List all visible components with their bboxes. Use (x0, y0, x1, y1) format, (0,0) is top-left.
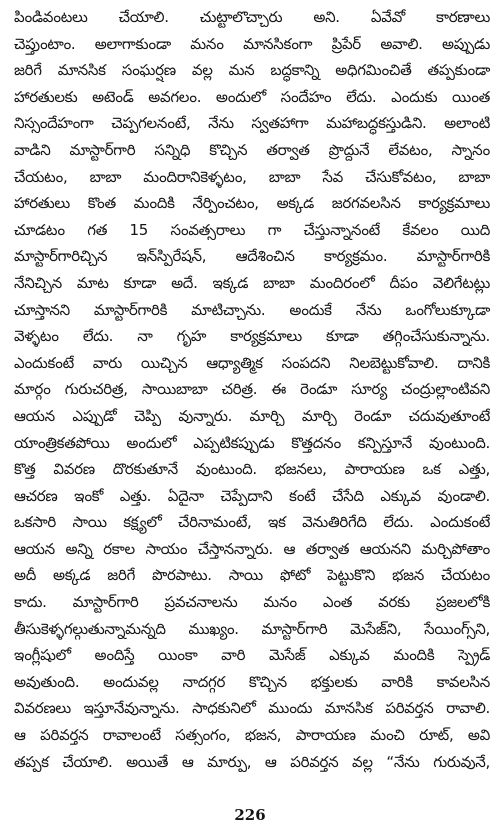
text-line: తప్పక చేయాలి. అయితే ఆ మార్పు, ఆ పరివర్తన వల్ల “నేను గురువునే, (14, 752, 490, 771)
text-line: ఆయన ఎప్పుడో చెప్పి వున్నారు. మార్చి మార్చి రెండూ చదువుతూంటే (14, 406, 490, 425)
text-line: హారతులకు అటెండ్ అవగలం. అందులో సందేహం లేదు. ఎందుకు యింత (14, 87, 490, 106)
text-line: అదీ అక్కడ జరిగే పొరపాటు. సాయి ఫోటో పెట్టుకొని భజన చేయటం (14, 566, 490, 585)
text-line: పిండివంటలు చేయాలి. చుట్టాలొచ్చారు అని. ఏవేవో కారణాలు (14, 8, 490, 26)
text-line: వివరణలు ఇస్తూనేవున్నాను. సాధకునిలో ముందు మానసిక పరివర్తన రావాలి. (14, 699, 490, 718)
text-line: వాడిని మాస్టార్‌గారి సన్నిధి కొచ్చిన తర్వాత ప్రొద్దునే లేవటం, స్నానం (14, 140, 490, 159)
text-line: కాదు. మాస్టార్‌గారి ప్రవచనాలను మనం ఎంత వరకు ప్రజలలోకి (14, 593, 490, 612)
text-line: నిస్సందేహంగా చెప్పగలనంటే, నేను స్వతహాగా మహాబద్ధకస్తుడిని. అలాంటి (14, 114, 490, 133)
text-line: చెప్తుంటాం. అలాగాకుండా మనం మానసికంగా ప్రిపేర్ అవాలి. అప్పుడు (14, 34, 490, 53)
text-line: మాస్టార్‌గారిచ్చిన ఇన్‌స్పిరేషన్, ఆదేశించిన కార్యక్రమం. మాస్టార్‌గారికి (14, 247, 490, 266)
page-number: 226 (234, 806, 266, 824)
text-line: చూస్తానని మాస్టార్‌గారికి మాటిచ్చాను. అందుకే నేను ఒంగోలుక్కూడా (14, 300, 490, 319)
text-line: చూడటం గత 15 సంవత్సరాలు గా చేస్తున్నానంటే కేవలం యిది (14, 220, 490, 239)
text-line: నేనిచ్చిన మాట కూడా అదే. ఇక్కడ బాబా మందిరంలో దీపం వెలిగేటట్లు (14, 273, 490, 292)
text-line: చేయటం, బాబా మందిరానికెళ్ళటం, బాబా సేవ చేసుకోవటం, బాబా (14, 167, 490, 186)
text-line: వెళ్ళటం లేదు. నా గృహ కార్యక్రమాలు కూడా తగ్గించేసుకున్నాను. (14, 327, 490, 346)
text-line: ఆయన అన్ని రకాల సాయం చేస్తానన్నారు. ఆ తర్వాత ఆయనని మర్చిపోతాం (14, 539, 490, 558)
text-line: హారతులు కొంత మందికి నేర్పించటం, అక్కడ జరగవలసిన కార్యక్రమాలు (14, 194, 490, 213)
text-line: అవుతుంది. అందువల్ల నాదగ్గర కొచ్చిన భక్తులకు వారికి కావలసిన (14, 672, 490, 691)
text-line: కొత్త వివరణ దొరకుతూనే వుంటుంది. భజనలు, పారాయణ ఒక ఎత్తు, (14, 460, 490, 479)
text-line: తీసుకెళ్ళగల్గుతున్నామన్నది ముఖ్యం. మాస్టార్‌గారి మెసేజ్‌ని, సేయింగ్స్‌ని, (14, 619, 490, 638)
page-body (14, 4, 490, 804)
text-line: ఎందుకంటే వారు యిచ్చిన ఆధ్యాత్మిక సంపదని నిలబెట్టుకోవాలి. దానికి (14, 353, 490, 372)
text-line: మార్గం గురుచరిత్ర, సాయిబాబా చరిత్ర. ఈ రెండూ సూర్య చంద్రుల్లాంటివని (14, 380, 490, 399)
text-line: ఆ పరివర్తన రావాలంటే సత్సంగం, భజన, పారాయణ మంచి రూట్, అవి (14, 726, 490, 745)
text-line: ఇంగ్లీషులో అందిస్తే యింకా వారి మెసేజ్ ఎక్కువ మందికి స్ప్రెడ్ (14, 646, 490, 665)
text-line: ఒకసారి సాయి కక్ష్యలో చేరినామంటే, ఇక వెనుతిరిగేది లేదు. ఎందుకంటే (14, 513, 490, 532)
text-line: జరిగే మానసిక సంఘర్షణ వల్ల మన బద్ధకాన్ని అధిగమించితే తప్పకుండా (14, 61, 490, 80)
text-line: యాంత్రికతపోయి అందులో ఎప్పటికప్పుడు కొత్తదనం కన్పిస్తూనే వుంటుంది. (14, 433, 490, 452)
text-line: ఆచరణ ఇంకో ఎత్తు. ఏదైనా చెప్పేదాని కంటే చేసేది ఎక్కువ వుండాలి. (14, 486, 490, 505)
